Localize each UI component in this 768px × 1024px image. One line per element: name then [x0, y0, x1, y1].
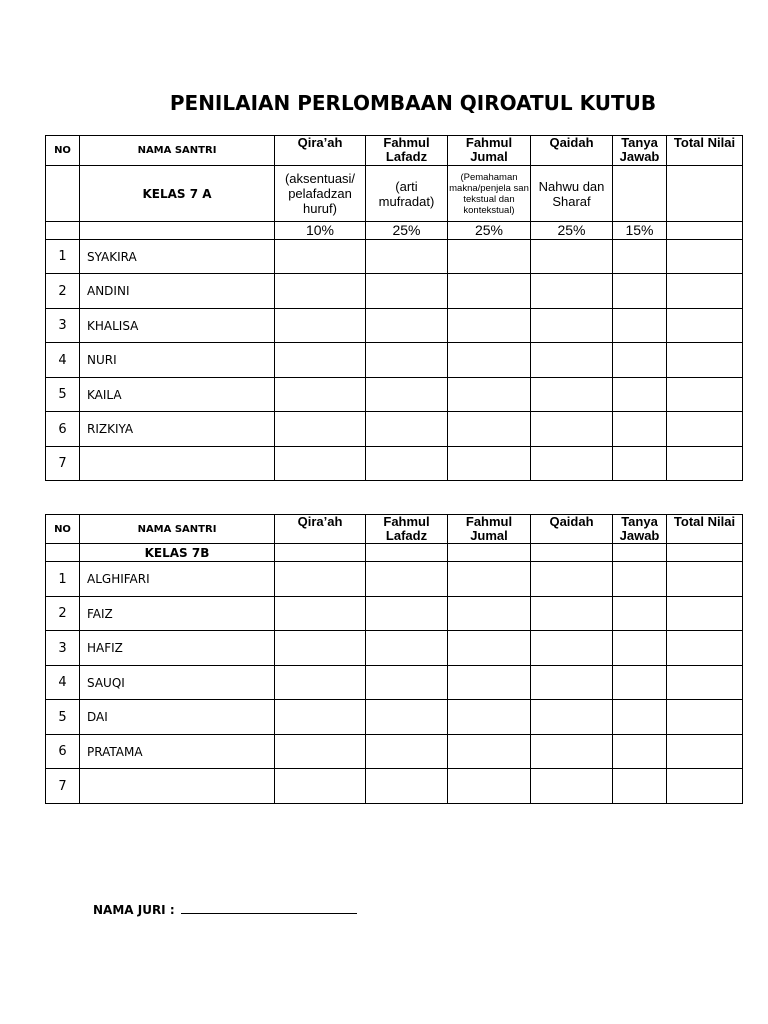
table-row	[46, 447, 743, 481]
table-row	[46, 700, 743, 735]
score-cell[interactable]	[531, 274, 613, 309]
score-cell[interactable]	[667, 666, 743, 700]
desc-fahmul-jumal: (Pemahaman makna/penjela san tekstual dan kontekstual)	[448, 166, 531, 222]
row-number: 2	[46, 597, 80, 631]
score-cell[interactable]	[667, 562, 743, 597]
score-cell[interactable]	[667, 309, 743, 343]
table-row	[46, 378, 743, 412]
empty-cell	[366, 544, 448, 562]
score-cell[interactable]	[667, 769, 743, 804]
weight-fahmul-lafadz: 25%	[366, 222, 448, 240]
judge-name-field	[93, 902, 357, 917]
score-cell[interactable]	[667, 378, 743, 412]
weight-qiraah: 10%	[275, 222, 366, 240]
table-row	[46, 343, 743, 378]
score-cell[interactable]	[613, 447, 667, 481]
score-cell[interactable]	[667, 343, 743, 378]
score-cell[interactable]	[531, 240, 613, 274]
table-row	[46, 240, 743, 274]
score-cell[interactable]	[366, 597, 448, 631]
weight-qaidah: 25%	[531, 222, 613, 240]
score-cell[interactable]	[448, 666, 531, 700]
score-cell[interactable]	[667, 631, 743, 666]
score-cell[interactable]	[613, 597, 667, 631]
table-row	[46, 412, 743, 447]
kelas-label: KELAS 7 A	[80, 166, 275, 222]
student-name: ANDINI	[80, 274, 275, 309]
score-cell[interactable]	[531, 769, 613, 804]
row-number: 4	[46, 666, 80, 700]
student-name: SAUQI	[80, 666, 275, 700]
row-number: 6	[46, 412, 80, 447]
empty-cell	[275, 544, 366, 562]
score-cell[interactable]	[448, 631, 531, 666]
score-cell[interactable]	[448, 735, 531, 769]
table-row	[46, 769, 743, 804]
score-cell[interactable]	[531, 631, 613, 666]
score-cell[interactable]	[448, 562, 531, 597]
row-number: 6	[46, 735, 80, 769]
score-cell[interactable]	[366, 666, 448, 700]
empty-cell	[46, 222, 80, 240]
weight-fahmul-jumal: 25%	[448, 222, 531, 240]
score-cell[interactable]	[613, 309, 667, 343]
score-cell[interactable]	[366, 343, 448, 378]
score-cell[interactable]	[366, 447, 448, 481]
row-number: 5	[46, 378, 80, 412]
header-no: NO	[46, 515, 80, 544]
row-number: 3	[46, 631, 80, 666]
score-cell[interactable]	[366, 309, 448, 343]
score-cell[interactable]	[275, 274, 366, 309]
student-name[interactable]	[80, 769, 275, 804]
score-cell[interactable]	[613, 240, 667, 274]
score-cell[interactable]	[531, 700, 613, 735]
empty-cell	[667, 544, 743, 562]
score-cell[interactable]	[531, 597, 613, 631]
score-cell[interactable]	[531, 735, 613, 769]
score-cell[interactable]	[275, 700, 366, 735]
score-cell[interactable]	[613, 666, 667, 700]
score-cell[interactable]	[366, 735, 448, 769]
header-fahmul-jumal: Fahmul Jumal	[448, 515, 531, 544]
score-table-kelas-7a	[45, 135, 743, 481]
student-name: KAILA	[80, 378, 275, 412]
header-qiraah: Qira’ah	[275, 515, 366, 544]
score-cell[interactable]	[531, 378, 613, 412]
table-row	[46, 666, 743, 700]
row-number: 4	[46, 343, 80, 378]
score-cell[interactable]	[667, 700, 743, 735]
student-name: PRATAMA	[80, 735, 275, 769]
score-cell[interactable]	[448, 412, 531, 447]
weight-tanya-jawab: 15%	[613, 222, 667, 240]
row-number: 5	[46, 700, 80, 735]
score-cell[interactable]	[275, 666, 366, 700]
score-cell[interactable]	[366, 412, 448, 447]
table-row	[46, 274, 743, 309]
desc-qiraah: (aksentuasi/ pelafadzan huruf)	[275, 166, 366, 222]
score-cell[interactable]	[448, 240, 531, 274]
score-cell[interactable]	[613, 412, 667, 447]
score-cell[interactable]	[613, 735, 667, 769]
score-cell[interactable]	[275, 447, 366, 481]
judge-name-label: NAMA JURI :	[93, 903, 175, 917]
row-number: 1	[46, 240, 80, 274]
header-total-nilai: Total Nilai	[667, 136, 743, 166]
student-name: DAI	[80, 700, 275, 735]
header-nama-santri: NAMA SANTRI	[80, 515, 275, 544]
score-cell[interactable]	[366, 631, 448, 666]
score-cell[interactable]	[448, 597, 531, 631]
judge-name-blank[interactable]	[181, 902, 357, 914]
desc-qaidah: Nahwu dan Sharaf	[531, 166, 613, 222]
score-cell[interactable]	[366, 562, 448, 597]
empty-cell	[80, 222, 275, 240]
score-cell[interactable]	[667, 412, 743, 447]
score-cell[interactable]	[366, 769, 448, 804]
score-cell[interactable]	[613, 378, 667, 412]
score-cell[interactable]	[448, 769, 531, 804]
score-cell[interactable]	[275, 240, 366, 274]
student-name[interactable]	[80, 447, 275, 481]
table-row	[46, 735, 743, 769]
student-name: HAFIZ	[80, 631, 275, 666]
score-cell[interactable]	[448, 700, 531, 735]
score-cell[interactable]	[448, 378, 531, 412]
score-cell[interactable]	[667, 274, 743, 309]
score-cell[interactable]	[366, 274, 448, 309]
score-cell[interactable]	[531, 343, 613, 378]
header-qaidah: Qaidah	[531, 136, 613, 166]
score-cell[interactable]	[667, 447, 743, 481]
score-cell[interactable]	[448, 309, 531, 343]
desc-tanya-jawab	[613, 166, 667, 222]
desc-fahmul-lafadz: (arti mufradat)	[366, 166, 448, 222]
row-number: 2	[46, 274, 80, 309]
header-qaidah: Qaidah	[531, 515, 613, 544]
header-fahmul-lafadz: Fahmul Lafadz	[366, 136, 448, 166]
score-cell[interactable]	[613, 631, 667, 666]
score-cell[interactable]	[613, 769, 667, 804]
empty-cell	[46, 544, 80, 562]
table-row	[46, 562, 743, 597]
score-cell[interactable]	[531, 447, 613, 481]
score-table-kelas-7b	[45, 514, 743, 804]
score-cell[interactable]	[275, 412, 366, 447]
score-cell[interactable]	[275, 631, 366, 666]
row-number: 3	[46, 309, 80, 343]
desc-total-nilai	[667, 166, 743, 222]
score-cell[interactable]	[275, 562, 366, 597]
empty-cell	[531, 544, 613, 562]
kelas-label: KELAS 7B	[80, 544, 275, 562]
score-cell[interactable]	[275, 735, 366, 769]
header-total-nilai: Total Nilai	[667, 515, 743, 544]
row-number: 7	[46, 769, 80, 804]
student-name: FAIZ	[80, 597, 275, 631]
score-cell[interactable]	[448, 274, 531, 309]
score-cell[interactable]	[275, 597, 366, 631]
student-name: NURI	[80, 343, 275, 378]
score-cell[interactable]	[448, 343, 531, 378]
score-cell[interactable]	[531, 666, 613, 700]
student-name: ALGHIFARI	[80, 562, 275, 597]
score-cell[interactable]	[275, 343, 366, 378]
header-tanya-jawab: Tanya Jawab	[613, 136, 667, 166]
score-cell[interactable]	[667, 735, 743, 769]
score-cell[interactable]	[613, 274, 667, 309]
score-cell[interactable]	[613, 343, 667, 378]
score-cell[interactable]	[613, 700, 667, 735]
header-fahmul-jumal: Fahmul Jumal	[448, 136, 531, 166]
student-name: KHALISA	[80, 309, 275, 343]
score-cell[interactable]	[613, 562, 667, 597]
table-row	[46, 597, 743, 631]
row-number: 7	[46, 447, 80, 481]
score-cell[interactable]	[531, 412, 613, 447]
score-cell[interactable]	[366, 700, 448, 735]
header-no: NO	[46, 136, 80, 166]
score-cell[interactable]	[667, 597, 743, 631]
page-title: PENILAIAN PERLOMBAAN QIROATUL KUTUB	[169, 91, 657, 115]
score-cell[interactable]	[531, 562, 613, 597]
score-cell[interactable]	[448, 447, 531, 481]
score-cell[interactable]	[531, 309, 613, 343]
score-cell[interactable]	[667, 240, 743, 274]
empty-cell	[46, 166, 80, 222]
score-cell[interactable]	[275, 378, 366, 412]
empty-cell	[613, 544, 667, 562]
header-qiraah: Qira’ah	[275, 136, 366, 166]
header-tanya-jawab: Tanya Jawab	[613, 515, 667, 544]
score-cell[interactable]	[366, 240, 448, 274]
empty-cell	[448, 544, 531, 562]
score-cell[interactable]	[275, 309, 366, 343]
weight-total-nilai	[667, 222, 743, 240]
student-name: RIZKIYA	[80, 412, 275, 447]
score-cell[interactable]	[275, 769, 366, 804]
table-row	[46, 631, 743, 666]
score-cell[interactable]	[366, 378, 448, 412]
table-row	[46, 309, 743, 343]
header-fahmul-lafadz: Fahmul Lafadz	[366, 515, 448, 544]
header-nama-santri: NAMA SANTRI	[80, 136, 275, 166]
student-name: SYAKIRA	[80, 240, 275, 274]
row-number: 1	[46, 562, 80, 597]
